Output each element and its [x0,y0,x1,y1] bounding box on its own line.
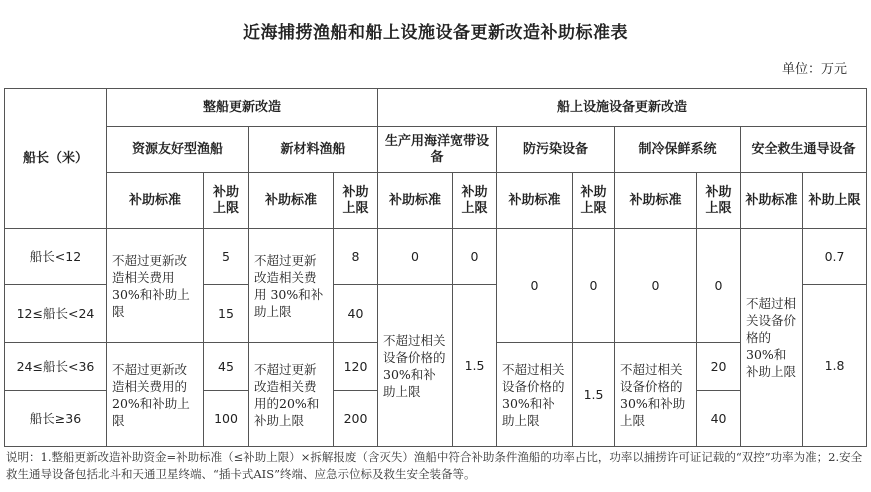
header-standard: 补助标准 [107,173,204,229]
header-limit: 补助上限 [334,173,378,229]
header-limit: 补助上限 [204,173,249,229]
nm-standard-small: 不超过更新改造相关费用 30%和补助上限 [249,229,334,343]
col-header-length: 船长（米） [5,89,107,229]
ap-standard-small: 0 [497,229,573,343]
bb-standard: 0 [378,229,453,285]
group-header-vessel: 整船更新改造 [107,89,378,127]
header-limit: 补助上限 [697,173,741,229]
subsidy-table [4,88,867,447]
sc-limit-large: 1.8 [803,285,867,447]
row-length: 12≤船长<24 [5,285,107,343]
rf-limit: 100 [204,391,249,447]
header-standard: 补助标准 [249,173,334,229]
sc-standard: 不超过相关设备价格的30%和补助上限 [741,229,803,447]
header-resource-friendly: 资源友好型渔船 [107,127,249,173]
footnote: 说明：1.整船更新改造补助资金=补助标准（≤补助上限）×拆解报废（含灭失）渔船中符合补助条件渔船的功率占比，功率以捕捞许可证记载的“双控”功率为准；2.安全救生通导设备包括北斗和天通卫星终端、“插卡式AIS”终端、应急示位标及救生安全装备等。 [6,450,863,481]
row-length: 24≤船长<36 [5,343,107,391]
rf-standard-small: 不超过更新改造相关费用30%和补助上限 [107,229,204,343]
nm-limit: 120 [334,343,378,391]
unit-label: 单位：万元 [781,62,847,77]
nm-standard-large: 不超过更新改造相关费用的20%和补助上限 [249,343,334,447]
header-new-material: 新材料渔船 [249,127,378,173]
rf-limit: 5 [204,229,249,285]
row-length: 船长<12 [5,229,107,285]
header-standard: 补助标准 [741,173,803,229]
ap-limit-small: 0 [573,229,615,343]
header-limit: 补助上限 [573,173,615,229]
nm-limit: 40 [334,285,378,343]
page-title: 近海捕捞渔船和船上设施设备更新改造补助标准表 [243,23,628,43]
rf-limit: 15 [204,285,249,343]
rr-limit: 40 [697,391,741,447]
nm-limit: 8 [334,229,378,285]
group-header-equipment: 船上设施设备更新改造 [378,89,867,127]
header-standard: 补助标准 [378,173,453,229]
header-anti-pollution: 防污染设备 [497,127,615,173]
header-limit: 补助上限 [453,173,497,229]
ap-standard-large: 不超过相关设备价格的30%和补助上限 [497,343,573,447]
ap-limit-large: 1.5 [573,343,615,447]
rr-standard-large: 不超过相关设备价格的30%和补助上限 [615,343,697,447]
header-refrigeration: 制冷保鲜系统 [615,127,741,173]
bb-limit-large: 1.5 [453,285,497,447]
row-length: 船长≥36 [5,391,107,447]
rf-limit: 45 [204,343,249,391]
sc-limit: 0.7 [803,229,867,285]
rr-standard-small: 0 [615,229,697,343]
rr-limit: 20 [697,343,741,391]
rr-limit-small: 0 [697,229,741,343]
nm-limit: 200 [334,391,378,447]
header-standard: 补助标准 [497,173,573,229]
header-standard: 补助标准 [615,173,697,229]
bb-standard-large: 不超过相关设备价格的30%和补助上限 [378,285,453,447]
header-limit: 补助上限 [803,173,867,229]
header-safety-comm: 安全救生通导设备 [741,127,867,173]
header-broadband: 生产用海洋宽带设备 [378,127,497,173]
bb-limit: 0 [453,229,497,285]
rf-standard-large: 不超过更新改造相关费用的 20%和补助上限 [107,343,204,447]
